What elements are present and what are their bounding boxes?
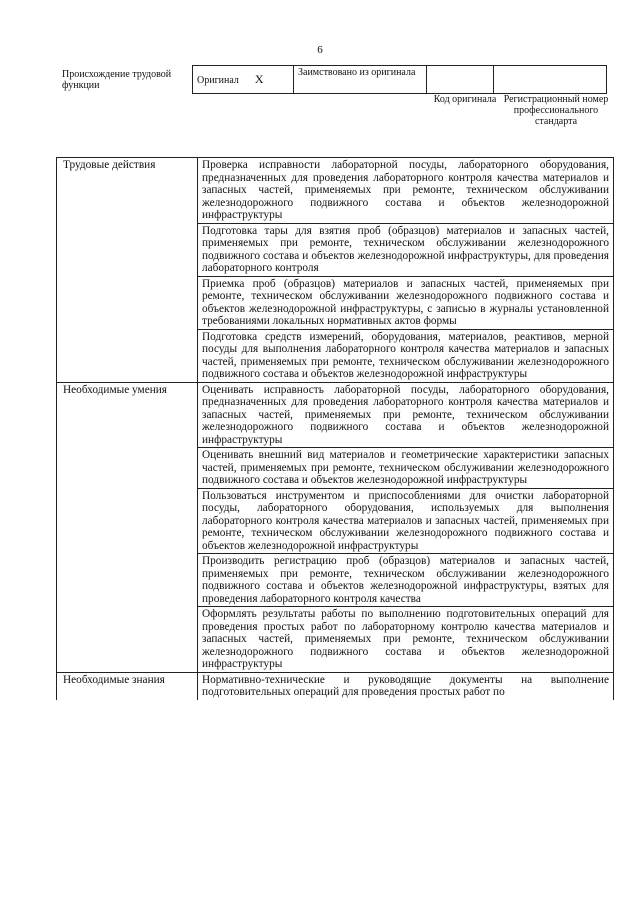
origin-table (192, 65, 607, 94)
reg-number-caption: Регистрационный номер профессионального стандарта (503, 94, 609, 127)
table-cell: Нормативно-технические и руководящие документы на выполнение подготовительных операций для проведения простых работ по (198, 672, 614, 700)
page-number: 6 (317, 44, 323, 56)
section-label-knowledge: Необходимые знания (57, 672, 198, 700)
table-cell: Проверка исправности лабораторной посуды, лабораторного оборудования, предназначенных для проведения лабораторного контроля качества материалов и запасных частей, применяемых при ремонте, техническом обслуживании железнодорожного подвижного состава и объектов железнодорожной инфраструктуры (198, 158, 614, 224)
origin-label: Происхождение трудовой функции (62, 69, 172, 91)
table-cell: Производить регистрацию проб (образцов) материалов и запасных частей, применяемых при ремонте, техническом обслуживании железнодорожного подвижного состава и объектов железнодорожной инфраструктуры, взятых для проведения лабораторного контроля качества (198, 554, 614, 607)
code-caption: Код оригинала (433, 94, 497, 105)
borrowed-cell (294, 66, 427, 94)
reg-number-cell (494, 66, 607, 94)
table-row (57, 382, 614, 448)
table-cell: Оформлять результаты работы по выполнению подготовительных операций для проведения простых работ по лабораторному контролю качества материалов и запасных частей, применяемых при ремонте, техническом обслуживании железнодорожного подвижного состава и объектов железнодорожной инфраструктуры (198, 607, 614, 673)
table-cell: Подготовка средств измерений, оборудования, материалов, реактивов, мерной посуды для выполнения лабораторного контроля качества материалов и запасных частей, применяемых при ремонте, техническом обслуживании железнодорожного подвижного состава и объектов железнодорожной инфраструктуры (198, 329, 614, 382)
table-cell: Приемка проб (образцов) материалов и запасных частей, применяемых при ремонте, техническом обслуживании железнодорожного подвижного состава и объектов железнодорожной инфраструктуры, с записью в журналы установленной требованиями локальных нормативных актов формы (198, 276, 614, 329)
original-label: Оригинал (197, 74, 239, 86)
table-cell: Подготовка тары для взятия проб (образцов) материалов и запасных частей, применяемых при ремонте, техническом обслуживании железнодорожного подвижного состава и объектов железнодорожной инфраструктуры, для проведения лабораторного контроля (198, 223, 614, 276)
table-row (57, 158, 614, 224)
function-table (56, 157, 614, 700)
table-cell: Оценивать исправность лабораторной посуды, лабораторного оборудования, предназначенных для проведения лабораторного контроля качества материалов и запасных частей, применяемых при ремонте, техническом обслуживании железнодорожного подвижного состава и объектов железнодорожной инфраструктуры (198, 382, 614, 448)
section-label-actions: Трудовые действия (57, 158, 198, 383)
table-row (57, 672, 614, 700)
section-label-skills: Необходимые умения (57, 382, 198, 672)
borrowed-label: Заимствовано из оригинала (298, 67, 416, 78)
code-cell (427, 66, 494, 94)
original-cell (193, 66, 294, 94)
table-cell: Оценивать внешний вид материалов и геометрические характеристики запасных частей, применяемых при ремонте, техническом обслуживании железнодорожного подвижного состава и объектов железнодорожной инфраструктуры (198, 448, 614, 489)
table-cell: Пользоваться инструментом и приспособлениями для очистки лабораторной посуды, лабораторного оборудования, используемых для выполнения лабораторного контроля качества материалов и запасных частей, применяемых при ремонте, техническом обслуживании железнодорожного подвижного состава и объектов железнодорожной инфраструктуры (198, 488, 614, 554)
original-mark: X (254, 71, 264, 86)
